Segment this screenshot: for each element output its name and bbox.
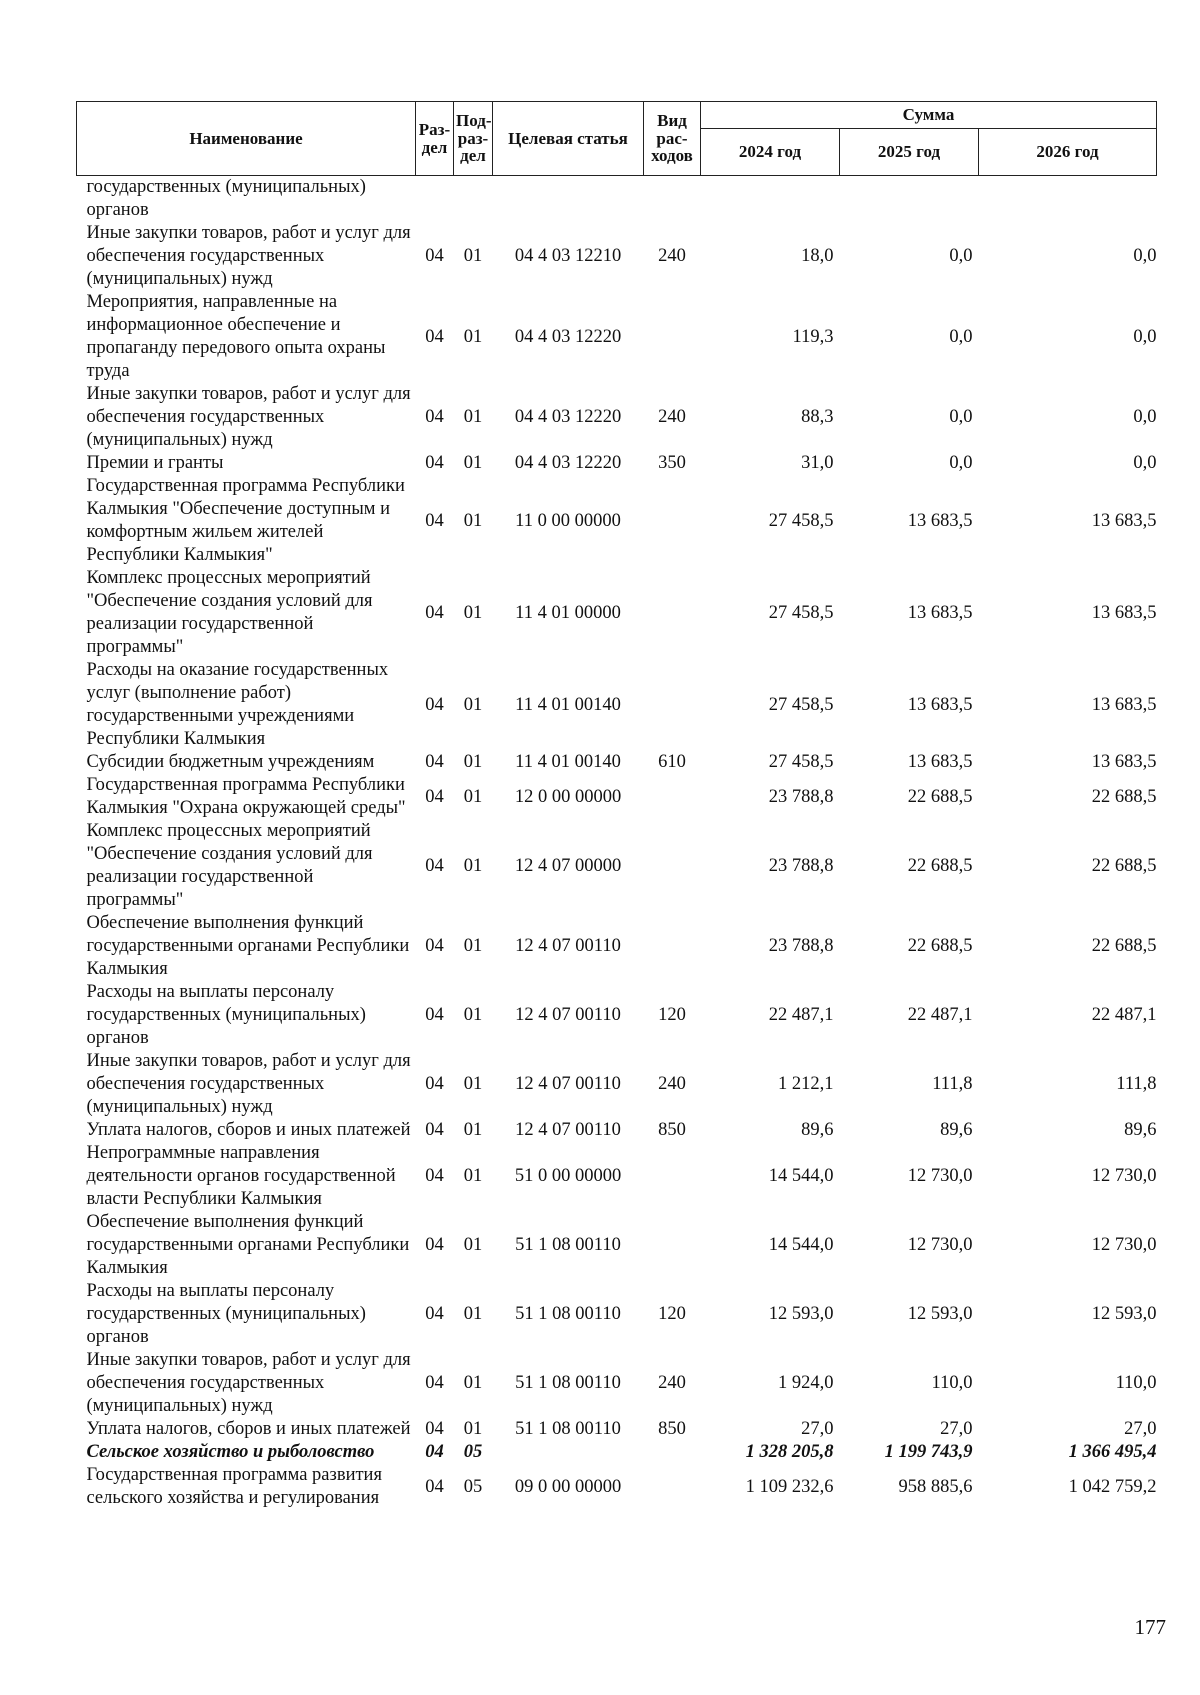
row-razdel: 04 <box>425 1373 444 1393</box>
row-razdel: 04 <box>425 326 444 347</box>
table-row <box>77 1349 1157 1418</box>
row-podrazdel: 01 <box>463 694 483 715</box>
row-sum-2025: 22 688,5 <box>907 855 973 876</box>
row-sum-2024: 1 924,0 <box>778 1373 834 1393</box>
row-sum-2025: 0,0 <box>949 453 973 473</box>
row-vid <box>644 475 701 567</box>
row-sum-2025: 0,0 <box>949 407 973 427</box>
table-row <box>77 1211 1157 1280</box>
row-sum-2025: 22 688,5 <box>907 786 973 807</box>
table-row <box>77 475 1157 567</box>
row-sum-2026: 22 688,5 <box>1091 936 1157 956</box>
row-name: Расходы на выплаты персоналу государственных (муниципальных) органов <box>86 982 366 1048</box>
row-sum-2024: 27 458,5 <box>768 752 834 772</box>
row-sum-2024: 12 593,0 <box>768 1304 834 1324</box>
row-sum-2024: 27 458,5 <box>768 694 834 715</box>
row-sum-2026: 1 366 495,4 <box>1068 1442 1157 1462</box>
row-razdel: 04 <box>425 1304 444 1324</box>
table-row <box>77 820 1157 912</box>
row-razdel: 04 <box>425 1442 444 1462</box>
row-podrazdel: 01 <box>463 1304 483 1324</box>
row-sum-2024: 27,0 <box>801 1419 834 1439</box>
row-sum-2025: 110,0 <box>931 1373 973 1393</box>
row-sum-2026: 0,0 <box>1133 453 1157 473</box>
row-vid <box>644 567 701 659</box>
row-razdel: 04 <box>425 694 444 715</box>
row-sum-2024 <box>701 176 840 223</box>
row-sum-2024: 89,6 <box>801 1120 834 1140</box>
row-podrazdel: 01 <box>463 510 483 531</box>
row-vid <box>644 176 701 223</box>
row-razdel: 04 <box>425 786 444 807</box>
row-article <box>493 176 644 223</box>
row-name: Уплата налогов, сборов и иных платежей <box>86 1120 411 1140</box>
row-name: Иные закупки товаров, работ и услуг для обеспечения государственных (муниципальных) нужд <box>86 223 411 289</box>
table-row <box>77 567 1157 659</box>
header-year-2024: 2024 год <box>701 129 840 176</box>
row-article: 11 4 01 00140 <box>515 752 621 772</box>
row-article: 04 4 03 12210 <box>514 246 622 266</box>
row-sum-2025: 13 683,5 <box>907 510 973 531</box>
row-vid: 240 <box>658 407 686 427</box>
row-article <box>493 1441 644 1464</box>
row-podrazdel: 01 <box>463 1235 483 1255</box>
row-sum-2026: 0,0 <box>1133 246 1157 266</box>
row-article: 04 4 03 12220 <box>514 407 622 427</box>
row-sum-2024: 14 544,0 <box>768 1166 834 1186</box>
row-vid: 350 <box>658 453 686 473</box>
row-sum-2025: 0,0 <box>949 326 973 347</box>
row-sum-2024: 88,3 <box>801 407 834 427</box>
row-sum-2026: 12 593,0 <box>1091 1304 1157 1324</box>
row-sum-2026 <box>979 176 1157 223</box>
row-name: Расходы на выплаты персоналу государственных (муниципальных) органов <box>86 1281 366 1347</box>
row-podrazdel: 05 <box>463 1442 483 1462</box>
row-sum-2024: 23 788,8 <box>768 786 834 807</box>
table-row <box>77 981 1157 1050</box>
table-row <box>77 912 1157 981</box>
table-row <box>77 774 1157 820</box>
row-podrazdel: 01 <box>463 1074 483 1094</box>
row-vid <box>644 820 701 912</box>
row-sum-2026: 22 487,1 <box>1091 1005 1157 1025</box>
row-podrazdel: 01 <box>463 602 483 623</box>
header-razdel: Раз-дел <box>416 102 454 176</box>
row-podrazdel: 01 <box>463 326 483 347</box>
table-row <box>77 1280 1157 1349</box>
row-name: Сельское хозяйство и рыболовство <box>86 1442 375 1462</box>
row-name: Мероприятия, направленные на информационное обеспечение и пропаганду передового опыта охраны труда <box>86 292 386 381</box>
row-vid: 240 <box>658 1074 686 1094</box>
table-row <box>77 1418 1157 1441</box>
row-sum-2026: 22 688,5 <box>1091 786 1157 807</box>
row-sum-2026: 12 730,0 <box>1091 1166 1157 1186</box>
row-sum-2025: 27,0 <box>940 1419 973 1439</box>
document-page <box>76 101 1156 1510</box>
row-razdel: 04 <box>425 752 444 772</box>
row-sum-2025: 13 683,5 <box>907 602 973 623</box>
row-name: Комплекс процессных мероприятий "Обеспечение создания условий для реализации государственной программы" <box>86 568 373 657</box>
row-vid <box>644 1211 701 1280</box>
table-row <box>77 176 1157 223</box>
row-article: 09 0 00 00000 <box>514 1476 622 1497</box>
row-sum-2024: 119,3 <box>792 326 834 347</box>
row-name: Комплекс процессных мероприятий "Обеспечение создания условий для реализации государственной программы" <box>86 821 373 910</box>
row-podrazdel: 01 <box>463 1120 483 1140</box>
row-name: Обеспечение выполнения функций государственными органами Республики Калмыкия <box>86 913 410 979</box>
table-row <box>77 751 1157 774</box>
header-podrazdel: Под-раз-дел <box>454 102 493 176</box>
row-vid <box>644 1441 701 1464</box>
row-podrazdel: 01 <box>463 855 483 876</box>
header-name: Наименование <box>77 102 416 176</box>
row-sum-2026: 1 042 759,2 <box>1068 1476 1157 1497</box>
row-article: 11 4 01 00000 <box>515 602 621 623</box>
row-sum-2025: 0,0 <box>949 246 973 266</box>
row-podrazdel <box>454 176 493 223</box>
row-sum-2025: 12 593,0 <box>907 1304 973 1324</box>
row-article: 51 1 08 00110 <box>515 1235 621 1255</box>
row-podrazdel: 01 <box>463 936 483 956</box>
row-name: Субсидии бюджетным учреждениям <box>86 752 375 772</box>
row-sum-2026: 13 683,5 <box>1091 510 1157 531</box>
row-razdel: 04 <box>425 855 444 876</box>
row-razdel: 04 <box>425 1074 444 1094</box>
row-razdel: 04 <box>425 1235 444 1255</box>
row-sum-2024: 1 109 232,6 <box>745 1476 834 1497</box>
header-vid: Вид рас-ходов <box>644 102 701 176</box>
table-body <box>77 176 1157 1511</box>
row-article: 04 4 03 12220 <box>514 453 622 473</box>
row-name: Премии и гранты <box>86 453 224 473</box>
row-name: Обеспечение выполнения функций государственными органами Республики Калмыкия <box>86 1212 410 1278</box>
row-article: 12 4 07 00110 <box>515 1120 621 1140</box>
row-name: Государственная программа развития сельского хозяйства и регулирования <box>86 1465 382 1508</box>
row-vid: 240 <box>658 246 686 266</box>
table-row <box>77 452 1157 475</box>
row-article: 51 1 08 00110 <box>515 1304 621 1324</box>
row-vid: 610 <box>658 752 686 772</box>
row-sum-2025: 958 885,6 <box>898 1476 973 1497</box>
row-article: 12 4 07 00110 <box>515 936 621 956</box>
header-article: Целевая статья <box>493 102 644 176</box>
row-sum-2026: 111,8 <box>1116 1074 1157 1094</box>
row-vid <box>644 1142 701 1211</box>
row-article: 11 4 01 00140 <box>515 694 621 715</box>
row-sum-2026: 0,0 <box>1133 326 1157 347</box>
row-article: 12 4 07 00000 <box>514 855 622 876</box>
row-vid <box>644 912 701 981</box>
row-sum-2025: 22 487,1 <box>907 1005 973 1025</box>
row-podrazdel: 01 <box>463 786 483 807</box>
table-header <box>77 102 1157 176</box>
row-name: Иные закупки товаров, работ и услуг для обеспечения государственных (муниципальных) нужд <box>86 1350 411 1416</box>
row-sum-2025: 12 730,0 <box>907 1166 973 1186</box>
header-year-2025: 2025 год <box>840 129 979 176</box>
row-razdel <box>416 176 454 223</box>
row-sum-2025: 13 683,5 <box>907 752 973 772</box>
row-sum-2024: 18,0 <box>801 246 834 266</box>
row-sum-2024: 14 544,0 <box>768 1235 834 1255</box>
row-vid <box>644 774 701 820</box>
row-article: 11 0 00 00000 <box>515 510 621 531</box>
row-razdel: 04 <box>425 407 444 427</box>
table-row <box>77 291 1157 383</box>
row-name: Уплата налогов, сборов и иных платежей <box>86 1419 411 1439</box>
row-name: Расходы на оказание государственных услуг (выполнение работ) государственными учреждениями Республики Калмыкия <box>86 660 389 749</box>
row-name: Иные закупки товаров, работ и услуг для обеспечения государственных (муниципальных) нужд <box>86 384 411 450</box>
row-sum-2026: 13 683,5 <box>1091 602 1157 623</box>
row-article: 12 4 07 00110 <box>515 1005 621 1025</box>
row-vid: 120 <box>658 1304 686 1324</box>
row-podrazdel: 01 <box>463 407 483 427</box>
row-name: Государственная программа Республики Калмыкия "Охрана окружающей среды" <box>86 775 406 818</box>
row-podrazdel: 01 <box>463 246 483 266</box>
row-razdel: 04 <box>425 1476 444 1497</box>
row-sum-2025 <box>840 176 979 223</box>
table-row <box>77 659 1157 751</box>
header-sum: Сумма <box>701 102 1157 129</box>
row-sum-2024: 27 458,5 <box>768 510 834 531</box>
row-sum-2025: 12 730,0 <box>907 1235 973 1255</box>
row-vid <box>644 291 701 383</box>
table-row <box>77 1119 1157 1142</box>
row-razdel: 04 <box>425 1120 444 1140</box>
row-razdel: 04 <box>425 453 444 473</box>
row-sum-2026: 89,6 <box>1124 1120 1157 1140</box>
row-razdel: 04 <box>425 936 444 956</box>
row-vid: 850 <box>658 1120 686 1140</box>
row-sum-2024: 31,0 <box>801 453 834 473</box>
row-article: 12 0 00 00000 <box>514 786 622 807</box>
row-sum-2024: 1 212,1 <box>778 1074 834 1094</box>
row-sum-2026: 13 683,5 <box>1091 752 1157 772</box>
row-podrazdel: 01 <box>463 1419 483 1439</box>
row-sum-2026: 110,0 <box>1115 1373 1157 1393</box>
row-vid: 850 <box>658 1419 686 1439</box>
header-year-2026: 2026 год <box>979 129 1157 176</box>
row-razdel: 04 <box>425 1419 444 1439</box>
row-sum-2025: 89,6 <box>940 1120 973 1140</box>
row-vid <box>644 659 701 751</box>
row-podrazdel: 01 <box>463 752 483 772</box>
row-razdel: 04 <box>425 602 444 623</box>
row-razdel: 04 <box>425 1005 444 1025</box>
row-sum-2026: 22 688,5 <box>1091 855 1157 876</box>
row-article: 51 1 08 00110 <box>515 1419 621 1439</box>
row-article: 04 4 03 12220 <box>514 326 622 347</box>
row-podrazdel: 01 <box>463 1005 483 1025</box>
row-name: Государственная программа Республики Калмыкия "Обеспечение доступным и комфортным жильем жителей Республики Калмыкия" <box>86 476 405 565</box>
row-sum-2026: 13 683,5 <box>1091 694 1157 715</box>
row-name: Иные закупки товаров, работ и услуг для обеспечения государственных (муниципальных) нужд <box>86 1051 411 1117</box>
row-podrazdel: 01 <box>463 1373 483 1393</box>
row-sum-2024: 23 788,8 <box>768 936 834 956</box>
table-row <box>77 383 1157 452</box>
row-sum-2024: 1 328 205,8 <box>745 1442 834 1462</box>
row-podrazdel: 01 <box>463 453 483 473</box>
row-name: государственных (муниципальных) органов <box>86 177 366 220</box>
page-number: 177 <box>1134 1615 1166 1639</box>
row-razdel: 04 <box>425 1166 444 1186</box>
row-sum-2025: 111,8 <box>932 1074 973 1094</box>
row-sum-2026: 0,0 <box>1133 407 1157 427</box>
budget-table <box>76 101 1157 1510</box>
row-sum-2026: 12 730,0 <box>1091 1235 1157 1255</box>
row-article: 12 4 07 00110 <box>515 1074 621 1094</box>
row-article: 51 0 00 00000 <box>514 1166 622 1186</box>
row-sum-2025: 22 688,5 <box>907 936 973 956</box>
row-podrazdel: 05 <box>463 1476 483 1497</box>
table-row <box>77 1050 1157 1119</box>
row-sum-2024: 23 788,8 <box>768 855 834 876</box>
row-sum-2024: 27 458,5 <box>768 602 834 623</box>
row-vid: 240 <box>658 1373 686 1393</box>
row-podrazdel: 01 <box>463 1166 483 1186</box>
row-sum-2026: 27,0 <box>1124 1419 1157 1439</box>
row-vid <box>644 1464 701 1510</box>
row-razdel: 04 <box>425 510 444 531</box>
row-sum-2025: 13 683,5 <box>907 694 973 715</box>
row-vid: 120 <box>658 1005 686 1025</box>
row-sum-2025: 1 199 743,9 <box>884 1442 973 1462</box>
table-row-section <box>77 1441 1157 1464</box>
table-row <box>77 222 1157 291</box>
row-name: Непрограммные направления деятельности органов государственной власти Республики Калмыкия <box>86 1143 396 1209</box>
table-row <box>77 1464 1157 1510</box>
row-sum-2024: 22 487,1 <box>768 1005 834 1025</box>
row-razdel: 04 <box>425 246 444 266</box>
row-article: 51 1 08 00110 <box>515 1373 621 1393</box>
table-row <box>77 1142 1157 1211</box>
